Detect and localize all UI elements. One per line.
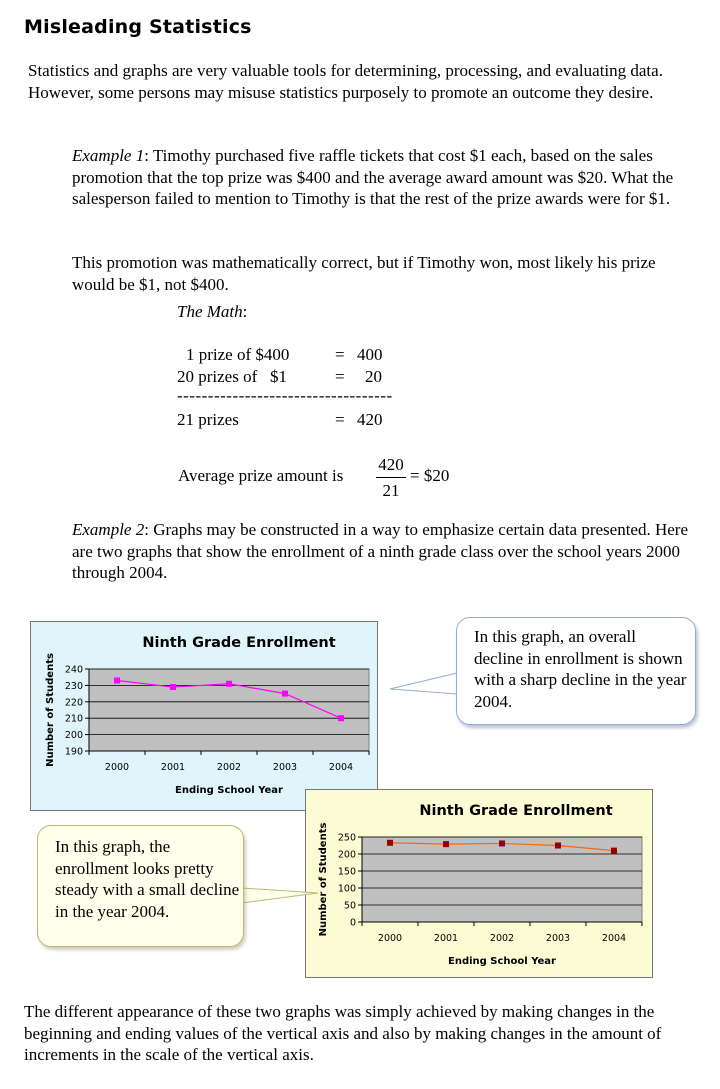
y-tick-label: 220 [64, 697, 83, 709]
data-point [282, 691, 288, 697]
callout-1-text: In this graph, an overall decline in enrollment is shown with a sharp decline in the year 2004. [474, 627, 687, 711]
fraction-numerator: 420 [378, 455, 404, 474]
conclusion-paragraph: The different appearance of these two graphs was simply achieved by making changes in the beginning and ending values of the vertical axis and also by making changes in the amount of increments in the scale of the vertical axis. [24, 1002, 662, 1064]
y-tick-label: 190 [64, 746, 83, 758]
example2-paragraph [72, 519, 702, 584]
x-tick-label: 2001 [433, 933, 459, 944]
math-total-left: 21 prizes [177, 410, 239, 429]
callout-2 [37, 825, 244, 947]
average-label: Average prize amount is [178, 466, 344, 485]
math-divider: ----------------------------------- [177, 386, 393, 405]
y-tick-label: 240 [64, 664, 83, 676]
data-point [443, 841, 449, 847]
math-title [177, 302, 247, 322]
y-tick-label: 150 [337, 866, 356, 878]
y-tick-label: 210 [64, 713, 83, 725]
chart-title: Ninth Grade Enrollment [142, 635, 336, 651]
math-row-1-eq: = [335, 345, 345, 364]
x-tick-label: 2003 [272, 762, 298, 773]
math-total-eq: = [335, 410, 345, 429]
data-point [555, 843, 561, 849]
data-point [611, 848, 617, 854]
chart-2-svg [306, 790, 652, 977]
x-tick-label: 2003 [545, 933, 571, 944]
math-total-value: 420 [357, 410, 383, 429]
x-axis-title: Ending School Year [448, 956, 556, 967]
fraction-bar [376, 477, 406, 478]
math-title-text: The Math [177, 302, 243, 321]
callout-2-text: In this graph, the enrollment looks pretty steady with a small decline in the year 2004. [55, 837, 240, 921]
x-axis-title: Ending School Year [175, 785, 283, 796]
data-point [338, 715, 344, 721]
example1-followup: This promotion was mathematically correct, but if Timothy won, most likely his prize would be $1, not $400. [72, 253, 656, 294]
x-tick-label: 2002 [489, 933, 515, 944]
example1-paragraph [72, 145, 702, 210]
example1-text: : Timothy purchased five raffle tickets that cost $1 each, based on the sales promotion that the top prize was $400 and the average award amount was $20. What the salesperson failed to mention to Timothy is that the rest of the prize awards were for $1. [72, 146, 674, 208]
chart-1-svg [31, 622, 377, 810]
y-axis-title: Number of Students [45, 653, 56, 767]
y-tick-label: 250 [337, 832, 356, 844]
chart-1 [30, 621, 378, 811]
data-point [387, 840, 393, 846]
y-tick-label: 230 [64, 680, 83, 692]
data-point [170, 684, 176, 690]
data-point [114, 677, 120, 683]
y-tick-label: 100 [337, 883, 356, 895]
x-tick-label: 2002 [216, 762, 242, 773]
x-tick-label: 2000 [377, 933, 403, 944]
x-tick-label: 2001 [160, 762, 186, 773]
intro-paragraph: Statistics and graphs are very valuable tools for determining, processing, and evaluating data. However, some persons may misuse statistics purposely to promote an outcome they desire. [28, 61, 663, 102]
callout-1 [456, 617, 696, 725]
math-row-2-left: 20 prizes of $1 [177, 367, 288, 386]
y-tick-label: 200 [64, 730, 83, 742]
fraction-result: = $20 [410, 466, 450, 485]
data-point [499, 840, 505, 846]
math-title-colon: : [242, 302, 248, 321]
x-tick-label: 2004 [601, 933, 627, 944]
y-tick-label: 50 [343, 900, 356, 912]
page-title: Misleading Statistics [24, 16, 252, 38]
math-row-1-value: 400 [357, 345, 383, 364]
fraction-denominator: 21 [382, 481, 400, 500]
chart-title: Ninth Grade Enrollment [419, 803, 613, 819]
math-row-2-value: 20 [365, 367, 382, 386]
data-point [226, 681, 232, 687]
y-tick-label: 200 [337, 849, 356, 861]
chart-2 [305, 789, 653, 978]
y-tick-label: 0 [349, 917, 356, 929]
math-row-2-eq: = [335, 367, 345, 386]
example2-label: Example 2 [72, 520, 145, 539]
math-row-1-left: 1 prize of $400 [186, 345, 290, 364]
x-tick-label: 2000 [104, 762, 130, 773]
x-tick-label: 2004 [328, 762, 354, 773]
example2-text: : Graphs may be constructed in a way to emphasize certain data presented. Here are two graphs that show the enrollment of a ninth grade class over the school years 2000 through 2004. [72, 520, 689, 582]
y-axis-title: Number of Students [318, 822, 329, 937]
example1-label: Example 1 [72, 146, 145, 165]
